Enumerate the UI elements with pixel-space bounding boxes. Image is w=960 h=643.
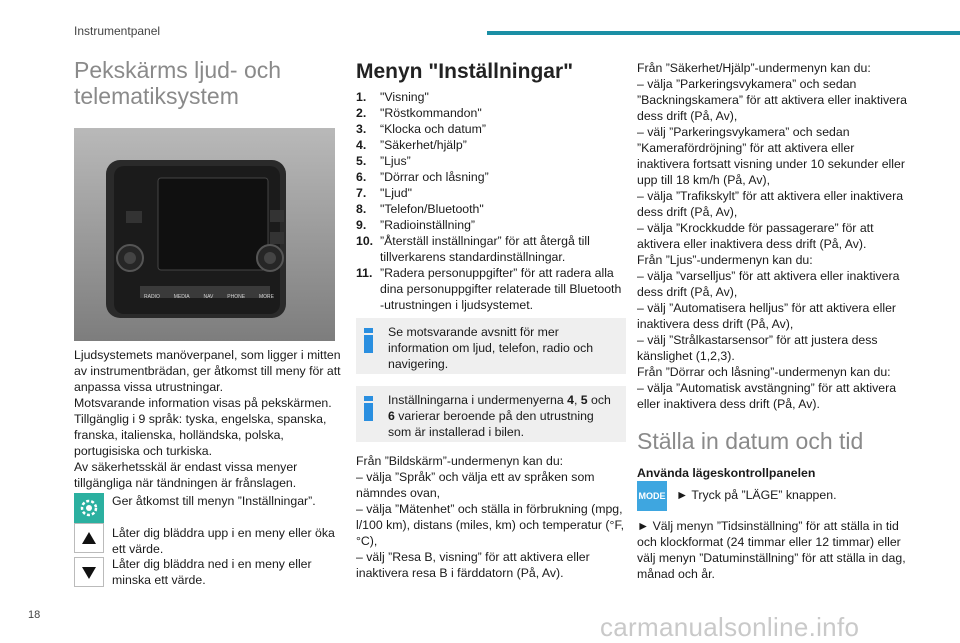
left-body	[74, 347, 342, 491]
left-paragraph-4: Av säkerhetsskäl är endast vissa menyer tillgängliga när tändningen är frånslagen.	[74, 460, 298, 490]
menu-list-item	[356, 153, 626, 169]
left-paragraph-2: Motsvarande information visas på pekskärmen.	[74, 396, 332, 410]
section-title: Pekskärms ljud- och telematiksystem	[74, 57, 282, 109]
info-box-submenu-variation	[356, 386, 626, 442]
menu-item-text: ”Radera personuppgifter” för att radera alla dina personuppgifter relaterade till Bluetooth -utrustningen i ljudsystemet.	[380, 266, 622, 312]
arrow-up-icon	[74, 523, 104, 553]
right-text-line: – välja ”Automatisk avstängning” för att aktivera eller inaktivera dess drift (På, Av).	[637, 381, 897, 411]
menu-item-number: 5.	[356, 154, 367, 168]
arrow-down-description: Låter dig bläddra ned i en meny eller minska ett värde.	[112, 557, 312, 587]
page-number: 18	[28, 609, 41, 621]
menu-item-number: 8.	[356, 202, 367, 216]
mode-button-icon: MODE	[637, 481, 667, 511]
menu-item-number: 7.	[356, 186, 367, 200]
settings-icon-description: Ger åtkomst till menyn ”Inställningar”.	[112, 494, 316, 508]
menu-item-text: "Visning"	[380, 90, 429, 104]
radio-panel-photo	[74, 128, 335, 341]
right-text-line: – välja ”varselljus” för att aktivera eller inaktivera dess drift (På, Av),	[637, 269, 900, 299]
settings-gear-icon	[74, 493, 104, 523]
info-bold-5: 5	[580, 393, 588, 407]
info-text-c: ,	[573, 393, 581, 407]
menu-item-text: ”Radioinställning”	[380, 218, 476, 232]
arrow-up-description: Låter dig bläddra upp i en meny eller öka ett värde.	[112, 526, 335, 556]
header-accent-bar	[487, 31, 960, 35]
info-text-e: och	[587, 393, 611, 407]
time-setting-instruction: ► Välj menyn ”Tidsinställning” för att ställa in tid och klockformat (24 timmar eller 12 timmar) eller välj menyn ”Datuminställning” för att ställa in dag, månad och år.	[637, 519, 906, 581]
right-text-line: Från ”Dörrar och låsning”-undermenyn kan du:	[637, 365, 891, 379]
menu-item-text: ”Säkerhet/hjälp”	[380, 138, 467, 152]
left-column	[74, 57, 339, 109]
menu-list-item	[356, 265, 626, 313]
date-time-subtitle: Använda lägeskontrollpanelen	[637, 466, 816, 480]
display-sub-line: – välja ”Mätenhet” och ställa in förbrukning (mpg, l/100 km), distans (miles, km) och temperatur (°F, °C),	[356, 502, 625, 548]
menu-item-number: 2.	[356, 106, 367, 120]
right-text-line: Från ”Säkerhet/Hjälp”-undermenyn kan du:	[637, 61, 871, 75]
menu-item-number: 6.	[356, 170, 367, 184]
menu-item-text: "Telefon/Bluetooth"	[380, 202, 484, 216]
arrow-down-icon	[74, 557, 104, 587]
menu-list-item	[356, 137, 626, 153]
info-text-a: Inställningarna i undermenyerna	[388, 393, 568, 407]
info-icon	[364, 328, 373, 353]
menu-item-text: "Ljud"	[380, 186, 412, 200]
radio-button-row	[144, 294, 274, 300]
running-header: Instrumentpanel	[74, 24, 161, 38]
menu-item-number: 11.	[356, 266, 373, 280]
menu-list-item	[356, 121, 626, 137]
menu-list-item	[356, 201, 626, 217]
menu-item-text: "Röstkommandon"	[380, 106, 482, 120]
right-column-text	[637, 60, 909, 412]
menu-item-text: “Klocka och datum”	[380, 122, 486, 136]
middle-column	[356, 60, 626, 84]
radio-button-phone: PHONE	[227, 294, 246, 300]
mode-instruction: ► Tryck på ”LÄGE” knappen.	[676, 488, 837, 502]
info-bold-6: 6	[388, 409, 395, 423]
right-text-line: – välja ”Krockkudde för passagerare” för att aktivera eller inaktivera dess drift (På, Av).	[637, 221, 874, 251]
radio-button-more: MORE	[258, 294, 274, 300]
menu-item-number: 1.	[356, 90, 367, 104]
menu-item-number: 4.	[356, 138, 367, 152]
menu-item-number: 3.	[356, 122, 367, 136]
right-text-line: – välja ”Parkeringsvykamera” och sedan ”Backningskamera” för att aktivera eller inaktivera dess drift (På, Av),	[637, 77, 907, 123]
info-icon	[364, 396, 373, 421]
menu-list-item	[356, 185, 626, 201]
display-sub-line: – välja ”Språk” och välja ett av språken som nämndes ovan,	[356, 470, 595, 500]
photo-caption: Ljudsystemets manöverpanel, som ligger i mitten av instrumentbrädan, ger åtkomst till meny för att anpassa vissa utrustningar.	[74, 348, 341, 394]
menu-list-item	[356, 105, 626, 121]
watermark: carmanualsonline.info	[600, 612, 860, 642]
menu-list-item	[356, 89, 626, 105]
display-submenu-text	[356, 453, 626, 581]
settings-menu-title: Menyn "Inställningar"	[356, 60, 574, 83]
menu-item-number: 9.	[356, 218, 367, 232]
date-time-section	[637, 428, 909, 454]
display-sub-line: Från ”Bildskärm”-undermenyn kan du:	[356, 454, 564, 468]
info-text-g: varierar beroende på den utrustning som är installerad i bilen.	[388, 409, 594, 439]
right-text-line: – välj ”Strålkastarsensor” för att justera dess känslighet (1,2,3).	[637, 333, 878, 363]
menu-item-text: ”Ljus”	[380, 154, 411, 168]
display-sub-line: – välj ”Resa B, visning” för att aktivera eller inaktivera resa B i färddatorn (På, Av).	[356, 550, 590, 580]
menu-list-item	[356, 233, 626, 265]
date-time-title: Ställa in datum och tid	[637, 428, 864, 454]
right-text-line: Från ”Ljus”-undermenyn kan du:	[637, 253, 813, 267]
info-bold-4: 4	[567, 393, 574, 407]
radio-button-media: MEDIA	[173, 294, 190, 300]
info-box-related-sections	[356, 318, 626, 374]
info-text-related: Se motsvarande avsnitt för mer information om ljud, telefon, radio och navigering.	[388, 325, 594, 371]
radio-panel-illustration	[74, 128, 335, 341]
settings-menu-list	[356, 89, 626, 313]
right-text-line: – välj ”Parkeringsvykamera” och sedan ”Kamerafördröjning” för att aktivera eller inaktivera fortsatt visning under 10 sekunder eller upp till 18 km/h (På, Av),	[637, 125, 905, 187]
menu-item-number: 10.	[356, 234, 374, 248]
right-text-line: – välj ”Automatisera helljus” för att aktivera eller inaktivera dess drift (På, Av),	[637, 301, 897, 331]
menu-item-text: ”Dörrar och låsning”	[380, 170, 489, 184]
right-text-line: – välja ”Trafikskylt” för att aktivera eller inaktivera dess drift (På, Av),	[637, 189, 904, 219]
radio-button-nav: NAV	[203, 294, 214, 300]
menu-list-item	[356, 169, 626, 185]
left-paragraph-3: Tillgänglig i 9 språk: tyska, engelska, spanska, franska, italienska, holländska, polska, portugisiska och turkiska.	[74, 412, 327, 458]
menu-item-text: ”Återställ inställningar” för att återgå till tillverkarens standardinställningar.	[380, 234, 590, 264]
menu-list-item	[356, 217, 626, 233]
radio-button-radio: RADIO	[144, 294, 160, 300]
